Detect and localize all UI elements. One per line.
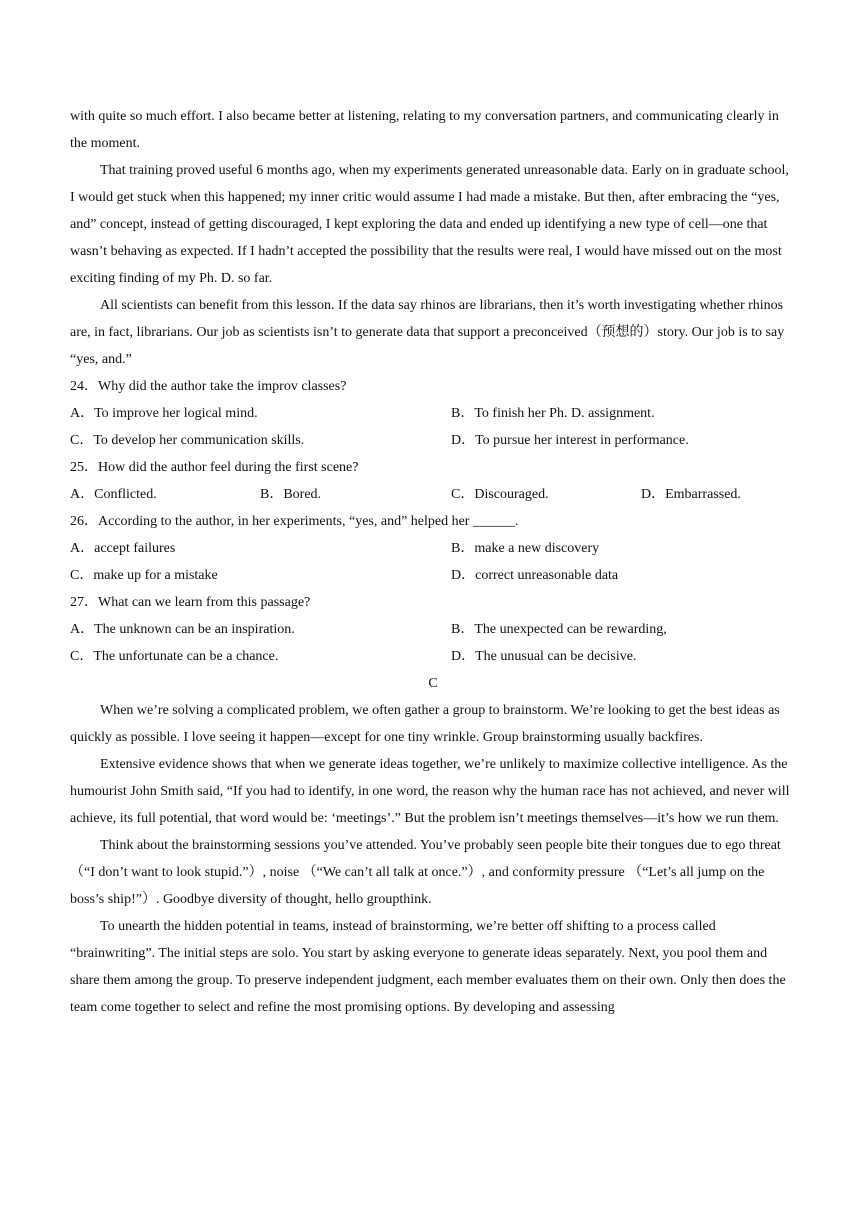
option-b: B．To finish her Ph. D. assignment.: [451, 406, 655, 421]
question-26-options-row-2: [70, 562, 796, 589]
option-c: C．The unfortunate can be a chance.: [70, 649, 279, 664]
question-24-options-row-2: [70, 427, 796, 454]
passage-paragraph: Extensive evidence shows that when we generate ideas together, we’re unlikely to maximize collective intelligence. As the humourist John Smith said, “If you had to identify, in one word, the reason why the human race has not achieved, and never will achieve, its full potential, that word would be: ‘meetings’.” But the problem isn’t meetings themselves—it’s how we run them.: [70, 757, 790, 826]
passage-paragraph: with quite so much effort. I also became better at listening, relating to my conversation partners, and communicating clearly in the moment.: [70, 109, 779, 151]
passage-paragraph: All scientists can benefit from this lesson. If the data say rhinos are librarians, then it’s worth investigating whether rhinos are, in fact, librarians. Our job as scientists isn’t to generate data that support a preconceived（预想的）story. Our job is to say “yes, and.”: [70, 298, 785, 367]
question-26-stem: 26．According to the author, in her experiments, “yes, and” helped her ______.: [70, 514, 519, 529]
option-d: D．correct unreasonable data: [451, 568, 619, 583]
option-c: C．To develop her communication skills.: [70, 433, 305, 448]
option-d: D．To pursue her interest in performance.: [451, 433, 689, 448]
option-a: A．Conflicted.: [70, 487, 157, 502]
document-page: [70, 103, 796, 1021]
question-27-options-row-2: [70, 643, 796, 670]
question-25-stem: 25．How did the author feel during the first scene?: [70, 460, 359, 475]
option-b: B．Bored.: [260, 487, 322, 502]
question-25-options-row: [70, 481, 796, 508]
passage-paragraph: To unearth the hidden potential in teams, instead of brainstorming, we’re better off shifting to a process called “brainwriting”. The initial steps are solo. You start by asking everyone to generate ideas separately. Next, you pool them and share them among the group. To preserve independent judgment, each member evaluates them on their own. Only then does the team come together to select and refine the most promising options. By developing and assessing: [70, 919, 786, 1015]
question-stem: [70, 589, 796, 616]
question-24-options-row-1: [70, 400, 796, 427]
section-heading: C: [428, 676, 438, 691]
option-a: A．The unknown can be an inspiration.: [70, 622, 295, 637]
passage-paragraph: That training proved useful 6 months ago, when my experiments generated unreasonable data. Early on in graduate school, I would get stuck when this happened; my inner critic would assume I had made a mistake. But then, after embracing the “yes, and” concept, instead of getting discouraged, I kept exploring the data and ended up identifying a new type of cell—one that wasn’t behaving as expected. If I hadn’t accepted the possibility that the results were real, I would have missed out on the most exciting finding of my Ph. D. so far.: [70, 163, 789, 286]
option-a: A．To improve her logical mind.: [70, 406, 258, 421]
passage-paragraph: When we’re solving a complicated problem, we often gather a group to brainstorm. We’re looking to get the best ideas as quickly as possible. I love seeing it happen—except for one tiny wrinkle. Group brainstorming usually backfires.: [70, 703, 780, 745]
question-stem: [70, 454, 796, 481]
question-stem: [70, 508, 796, 535]
question-27-options-row-1: [70, 616, 796, 643]
option-c: C．make up for a mistake: [70, 568, 218, 583]
option-b: B．make a new discovery: [451, 541, 600, 556]
question-stem: [70, 373, 796, 400]
question-24-stem: 24．Why did the author take the improv classes?: [70, 379, 347, 394]
option-a: A．accept failures: [70, 541, 176, 556]
question-26-options-row-1: [70, 535, 796, 562]
option-b: B．The unexpected can be rewarding,: [451, 622, 667, 637]
option-d: D．The unusual can be decisive.: [451, 649, 637, 664]
question-27-stem: 27．What can we learn from this passage?: [70, 595, 311, 610]
option-d: D．Embarrassed.: [641, 487, 741, 502]
option-c: C．Discouraged.: [451, 487, 549, 502]
passage-paragraph: Think about the brainstorming sessions you’ve attended. You’ve probably seen people bite their tongues due to ego threat（“I don’t want to look stupid.”）, noise （“We can’t all talk at once.”）, and conformity pressure （“Let’s all jump on the boss’s ship!”）. Goodbye diversity of thought, hello groupthink.: [70, 838, 781, 907]
